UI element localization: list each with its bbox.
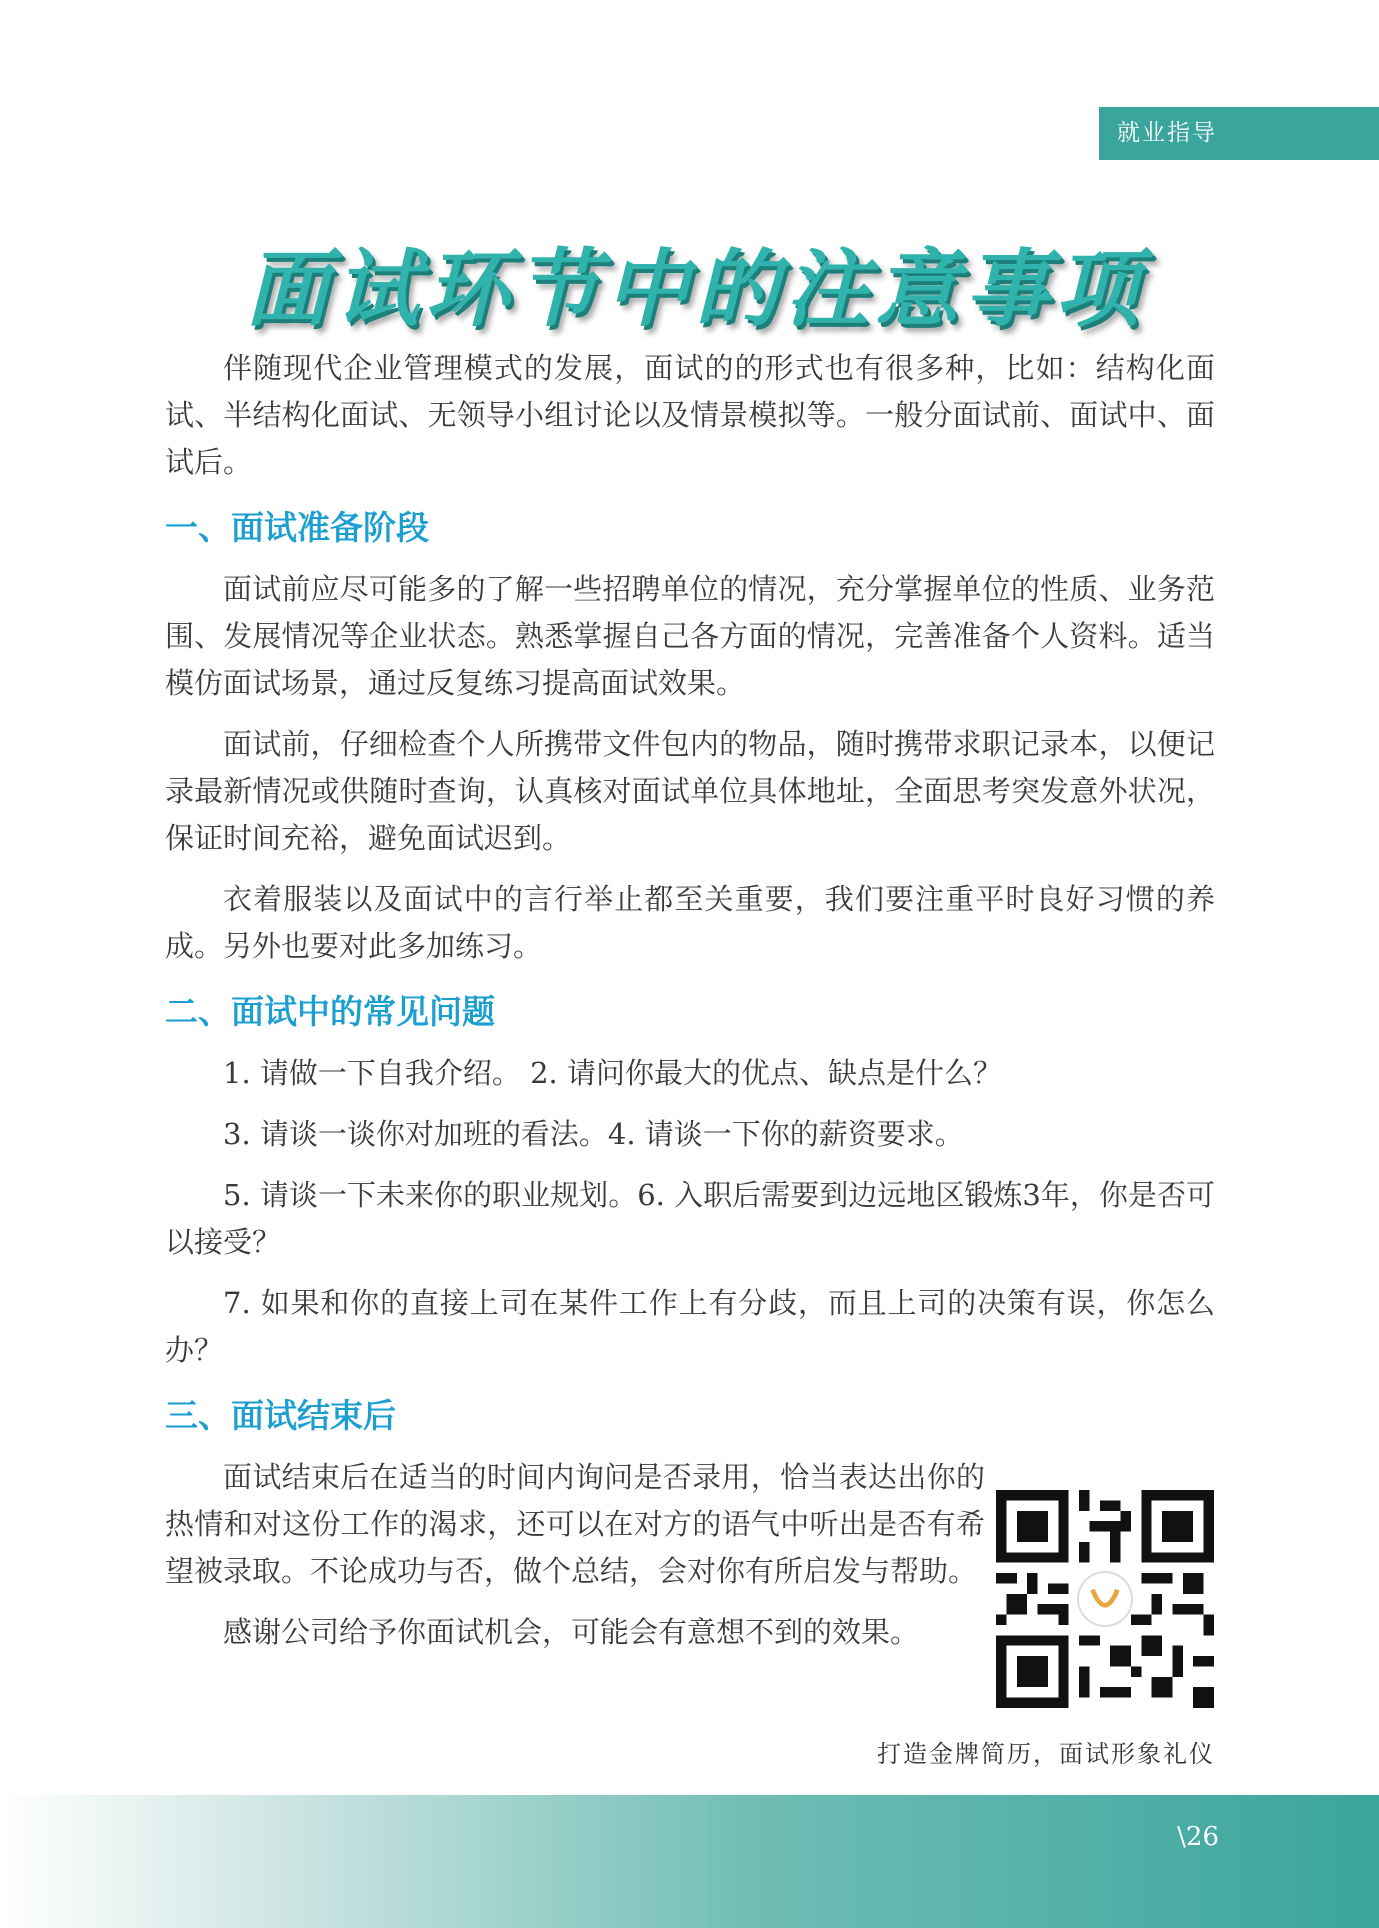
question-list [165, 1050, 1215, 1374]
question-item: 7. 如果和你的直接上司在某件工作上有分歧，而且上司的决策有误，你怎么办？ [165, 1286, 1215, 1367]
intro-paragraph: 伴随现代企业管理模式的发展，面试的的形式也有很多种，比如：结构化面试、半结构化面试、无领导小组讨论以及情景模拟等。一般分面试前、面试中、面试后。 [165, 351, 1215, 479]
section1-heading: 一、面试准备阶段 [165, 508, 429, 547]
qr-caption: 打造金牌简历，面试形象礼仪 [877, 1740, 1215, 1768]
question-item: 3. 请谈一谈你对加班的看法。4. 请谈一下你的薪资要求。 [223, 1117, 964, 1151]
section-tag: 就业指导 [1099, 107, 1379, 160]
section1-paragraph: 面试前应尽可能多的了解一些招聘单位的情况，充分掌握单位的性质、业务范围、发展情况等企业状态。熟悉掌握自己各方面的情况，完善准备个人资料。适当模仿面试场景，通过反复练习提高面试效果。 [165, 572, 1215, 700]
section1-paragraph: 衣着服装以及面试中的言行举止都至关重要，我们要注重平时良好习惯的养成。另外也要对此多加练习。 [165, 882, 1215, 963]
page-title: 面试环节中的注意事项 [244, 240, 1145, 338]
question-item: 1. 请做一下自我介绍。 2. 请问你最大的优点、缺点是什么？ [223, 1056, 1002, 1090]
footer-band [0, 1795, 1379, 1928]
qr-code-icon[interactable] [996, 1490, 1214, 1708]
section2-heading: 二、面试中的常见问题 [165, 992, 495, 1031]
section1-paragraph: 面试前，仔细检查个人所携带文件包内的物品，随时携带求职记录本，以便记录最新情况或供随时查询，认真核对面试单位具体地址，全面思考突发意外状况，保证时间充裕，避免面试迟到。 [165, 727, 1215, 855]
question-item: 5. 请谈一下未来你的职业规划。6. 入职后需要到边远地区锻炼3年，你是否可以接受？ [165, 1178, 1215, 1259]
article-body [165, 345, 1215, 1670]
section3-paragraph: 感谢公司给予你面试机会，可能会有意想不到的效果。 [223, 1615, 920, 1649]
section3-heading: 三、面试结束后 [165, 1396, 396, 1435]
section3-paragraph: 面试结束后在适当的时间内询问是否录用，恰当表达出你的热情和对这份工作的渴求，还可以在对方的语气中听出是否有希望被录取。不论成功与否，做个总结，会对你有所启发与帮助。 [165, 1460, 985, 1588]
section3-body [165, 1454, 985, 1656]
page-number: \26 [1177, 1822, 1219, 1852]
